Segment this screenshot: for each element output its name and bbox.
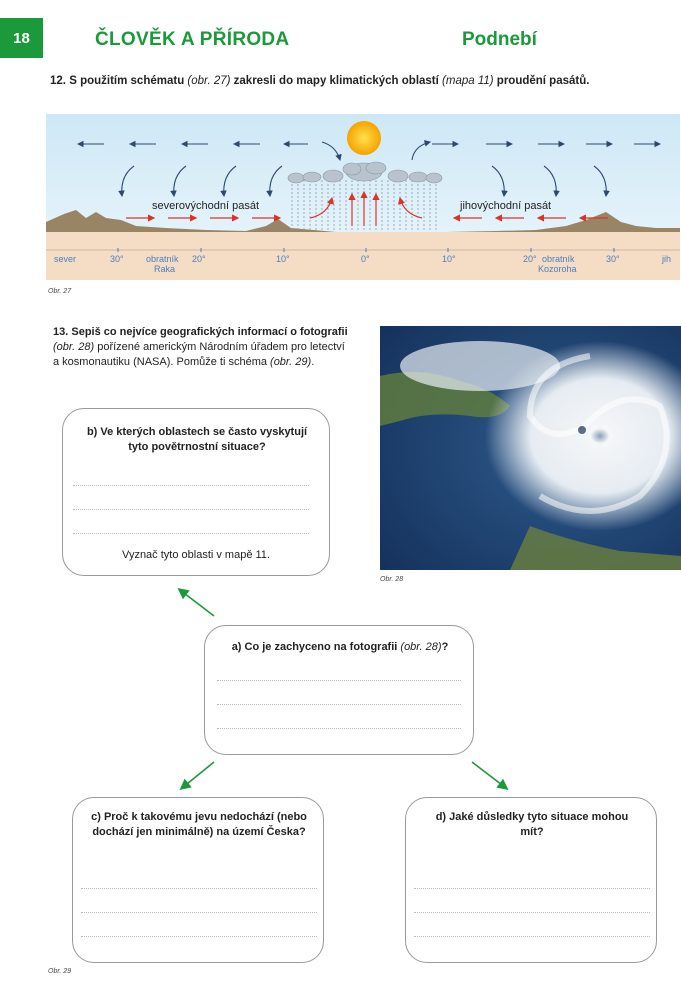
axis-label: 10° <box>442 254 456 264</box>
axis-label: Kozoroha <box>538 264 577 274</box>
answer-line[interactable] <box>217 680 461 681</box>
axis-label-north: sever <box>54 254 77 264</box>
answer-line[interactable] <box>81 936 317 937</box>
question-d <box>426 810 638 840</box>
question-box-d <box>405 797 657 963</box>
task-number: 13. <box>53 326 69 338</box>
question-mark: ? <box>441 641 449 653</box>
task-12-instruction <box>50 75 589 87</box>
axis-label: 20° <box>523 254 537 264</box>
northeast-trade-label: severovýchodní pasát <box>152 200 260 212</box>
map-reference: (mapa 11) <box>442 75 494 87</box>
arrow-to-b-icon <box>170 582 230 622</box>
caption-obr29: Obr. 29 <box>48 968 72 975</box>
arrow-to-c-icon <box>170 756 230 796</box>
answer-line[interactable] <box>73 509 309 510</box>
question-letter: a) <box>231 641 242 653</box>
task-text: S použitím schématu <box>69 75 188 87</box>
axis-label: 30° <box>606 254 620 264</box>
answer-line[interactable] <box>414 912 650 913</box>
axis-label: Raka <box>154 264 176 274</box>
question-text: Ve kterých oblastech se často vyskytují tyto povětrnostní situace? <box>100 426 308 453</box>
task-number: 12. <box>50 75 66 87</box>
figure-reference: (obr. 28) <box>53 341 95 353</box>
question-text: Proč k takovému jevu nedochází (nebo dochází jen minimálně) na území Česka? <box>92 811 307 838</box>
sun-icon <box>347 121 381 155</box>
task-text: . <box>311 356 315 368</box>
answer-line[interactable] <box>73 485 309 486</box>
answer-line[interactable] <box>217 704 461 705</box>
question-a <box>215 640 465 655</box>
section-title: Podnebí <box>462 29 537 50</box>
hurricane-satellite-photo <box>380 326 681 570</box>
axis-label: obratník <box>542 254 575 264</box>
answer-line[interactable] <box>81 888 317 889</box>
question-text: Jaké důsledky tyto situace mohou mít? <box>449 811 629 838</box>
question-box-a <box>204 625 474 755</box>
question-box-c <box>72 797 324 963</box>
arrow-to-d-icon <box>464 756 524 796</box>
axis-label-south: jih <box>662 254 672 264</box>
question-letter: b) <box>86 426 98 438</box>
answer-line[interactable] <box>217 728 461 729</box>
caption-obr27: Obr. 27 <box>48 288 72 295</box>
southeast-trade-label: jihovýchodní pasát <box>460 200 552 212</box>
figure-reference: (obr. 28) <box>400 641 442 653</box>
chapter-title: ČLOVĚK A PŘÍRODA <box>95 29 290 50</box>
axis-label: obratník <box>146 254 179 264</box>
figure-reference: (obr. 29) <box>270 356 312 368</box>
axis-label: 20° <box>192 254 206 264</box>
answer-line[interactable] <box>81 912 317 913</box>
axis-label: 10° <box>276 254 290 264</box>
question-text: Co je zachyceno na fotografii <box>244 641 398 653</box>
question-letter: c) <box>91 811 101 823</box>
task-text: zakresli do mapy klimatických oblastí <box>230 75 443 87</box>
box-b-note: Vyznač tyto oblasti v mapě 11. <box>122 549 270 561</box>
question-c <box>87 810 311 840</box>
task-text: proudění pasátů. <box>493 75 590 87</box>
axis-label: 30° <box>110 254 124 264</box>
answer-line[interactable] <box>73 533 309 534</box>
answer-line[interactable] <box>414 888 650 889</box>
caption-obr28: Obr. 28 <box>380 576 404 583</box>
task-text-bold: Sepiš co nejvíce geografických informací o fotografii <box>71 326 348 338</box>
task-text: pořízené americkým Národním úřadem pro letectví a kosmonautiku (NASA). Pomůže ti schéma <box>53 341 345 368</box>
trade-winds-diagram <box>46 114 680 280</box>
axis-label-equator: 0° <box>361 254 370 264</box>
question-letter: d) <box>435 811 447 823</box>
question-b <box>83 425 311 455</box>
task-13-instruction <box>53 325 353 370</box>
page-number: 18 <box>0 18 43 58</box>
figure-reference: (obr. 27) <box>187 75 231 87</box>
answer-line[interactable] <box>414 936 650 937</box>
question-box-b <box>62 408 330 576</box>
